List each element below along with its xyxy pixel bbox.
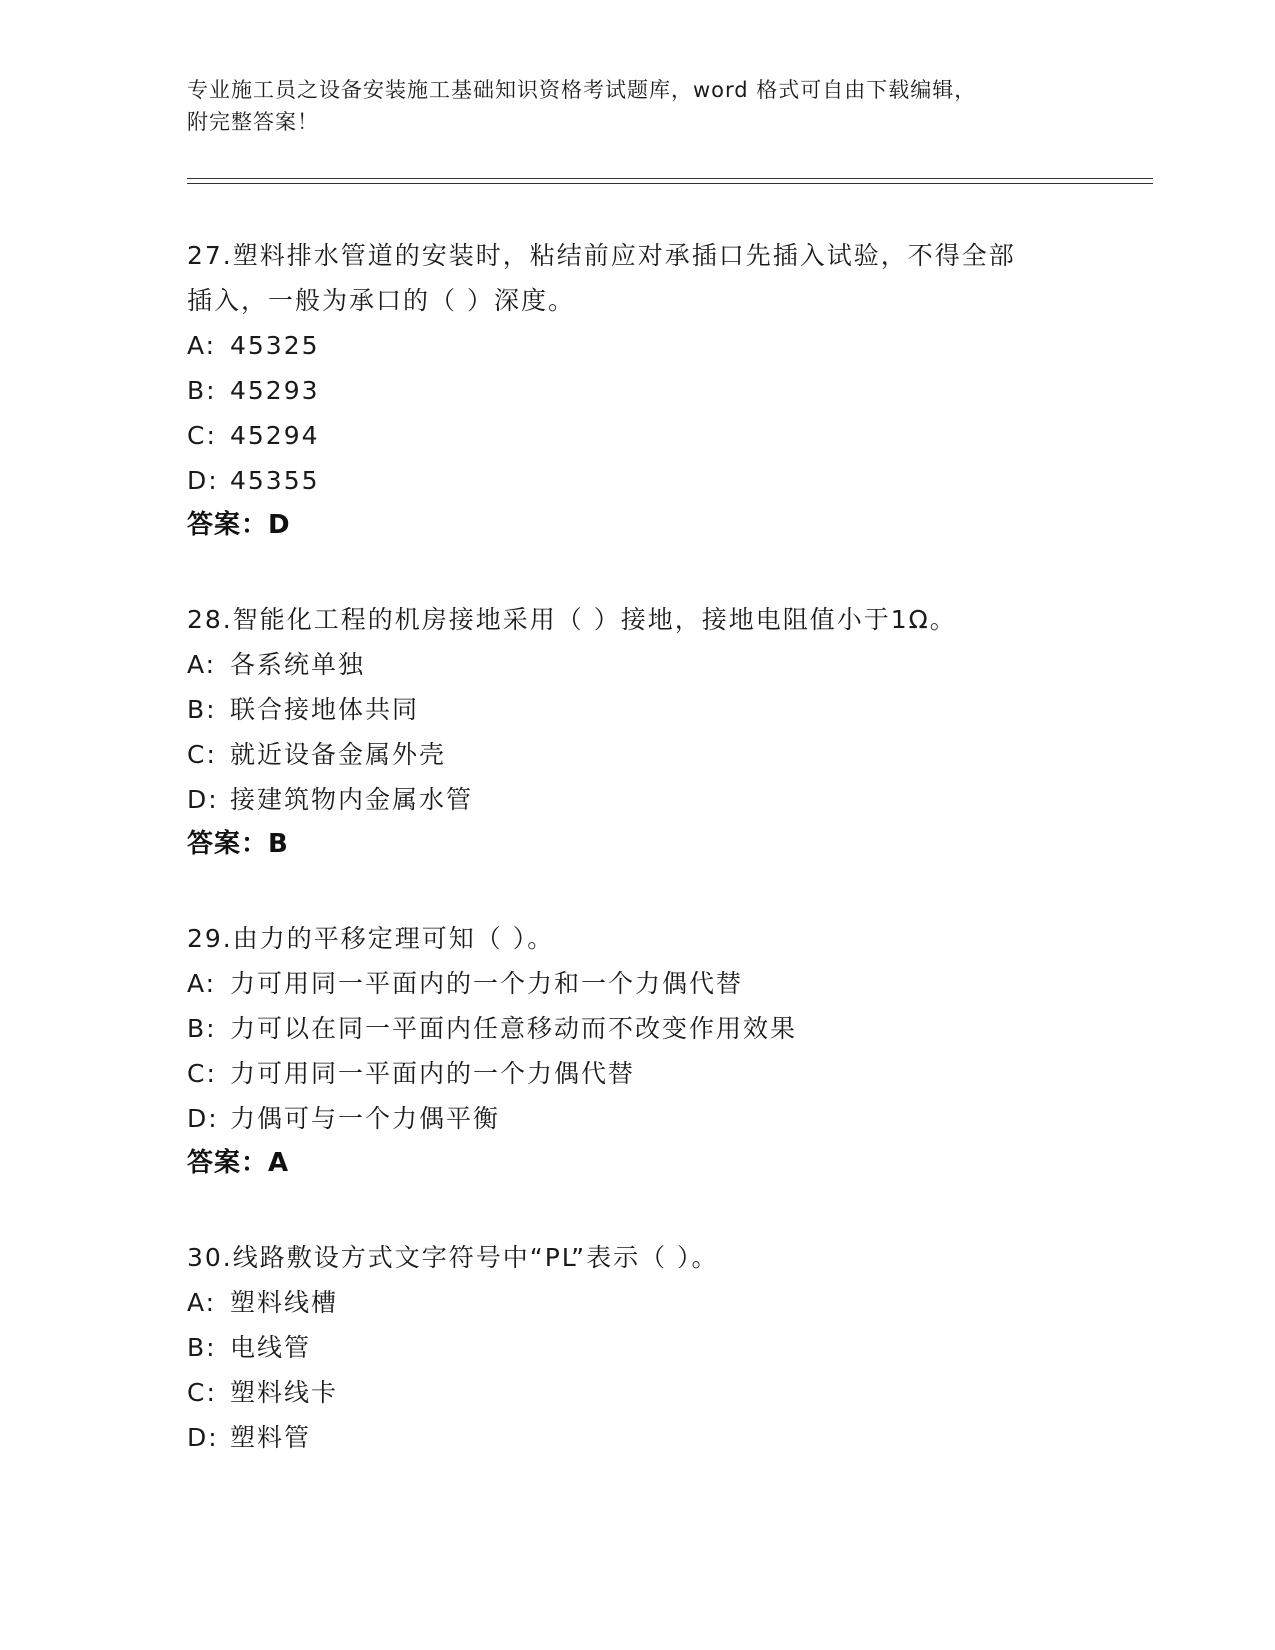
option-c (187, 1051, 1087, 1096)
option-letter: A: (187, 1288, 217, 1317)
option-letter: A: (187, 650, 217, 679)
question-stem (187, 597, 1087, 642)
option-c (187, 413, 1087, 458)
question-27 (187, 233, 1087, 548)
option-text: 就近设备金属外壳 (230, 740, 447, 769)
question-stem (187, 1235, 1087, 1280)
answer-line: 答案：B (187, 829, 289, 859)
question-stem-line: 插入，一般为承口的（ ）深度。 (187, 286, 575, 315)
option-b (187, 368, 1087, 413)
option-letter: B: (187, 1333, 217, 1362)
option-letter: B: (187, 1014, 217, 1043)
option-d (187, 458, 1087, 503)
option-d (187, 777, 1087, 822)
option-text: 45293 (230, 376, 320, 405)
option-letter: D: (187, 1423, 219, 1452)
option-letter: D: (187, 785, 219, 814)
option-text: 力可用同一平面内的一个力偶代替 (230, 1059, 636, 1088)
option-text: 力偶可与一个力偶平衡 (230, 1104, 501, 1133)
question-stem-line: 30.线路敷设方式文字符号中“PL”表示（ ）。 (187, 1243, 719, 1272)
header-line-1: 专业施工员之设备安装施工基础知识资格考试题库，word 格式可自由下载编辑， (187, 78, 977, 102)
option-letter: C: (187, 740, 217, 769)
question-stem (187, 233, 1087, 323)
header-line-2: 附完整答案！ (187, 110, 319, 134)
option-letter: A: (187, 969, 217, 998)
question-28 (187, 597, 1087, 867)
option-letter: A: (187, 331, 217, 360)
option-text: 45325 (230, 331, 320, 360)
option-text: 各系统单独 (230, 650, 366, 679)
option-text: 塑料线槽 (230, 1288, 339, 1317)
option-a (187, 642, 1087, 687)
option-text: 45294 (230, 421, 320, 450)
option-letter: C: (187, 1378, 217, 1407)
option-text: 电线管 (230, 1333, 312, 1362)
option-letter: C: (187, 1059, 217, 1088)
document-header (187, 74, 1087, 138)
question-30 (187, 1235, 1087, 1460)
option-text: 力可用同一平面内的一个力和一个力偶代替 (230, 969, 744, 998)
question-stem-line: 27.塑料排水管道的安装时，粘结前应对承插口先插入试验，不得全部 (187, 241, 1016, 270)
option-b (187, 1325, 1087, 1370)
header-divider-top (187, 178, 1153, 179)
option-c (187, 732, 1087, 777)
option-letter: C: (187, 421, 217, 450)
option-letter: D: (187, 466, 219, 495)
option-text: 塑料线卡 (230, 1378, 339, 1407)
question-29 (187, 916, 1087, 1186)
option-b (187, 1006, 1087, 1051)
question-stem-line: 29.由力的平移定理可知（ ）。 (187, 924, 555, 953)
question-stem-line: 28.智能化工程的机房接地采用（ ）接地，接地电阻值小于1Ω。 (187, 605, 957, 634)
option-b (187, 687, 1087, 732)
option-text: 力可以在同一平面内任意移动而不改变作用效果 (230, 1014, 798, 1043)
question-stem (187, 916, 1087, 961)
option-a (187, 323, 1087, 368)
option-text: 联合接地体共同 (230, 695, 420, 724)
option-letter: B: (187, 376, 217, 405)
option-text: 45355 (230, 466, 320, 495)
answer-line: 答案：D (187, 510, 291, 540)
answer-line: 答案：A (187, 1148, 290, 1178)
option-letter: B: (187, 695, 217, 724)
option-text: 接建筑物内金属水管 (230, 785, 474, 814)
option-d (187, 1096, 1087, 1141)
option-letter: D: (187, 1104, 219, 1133)
option-a (187, 961, 1087, 1006)
header-divider-bottom (187, 183, 1153, 184)
option-c (187, 1370, 1087, 1415)
option-d (187, 1415, 1087, 1460)
option-text: 塑料管 (230, 1423, 312, 1452)
option-a (187, 1280, 1087, 1325)
